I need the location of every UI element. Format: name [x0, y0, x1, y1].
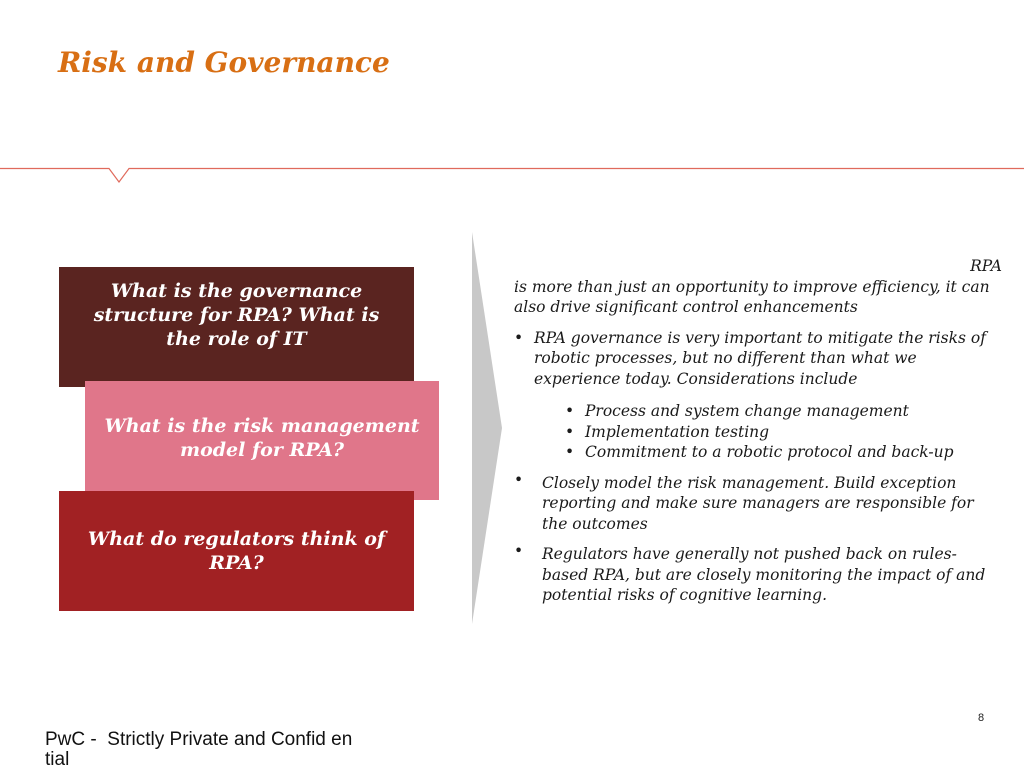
content-panel	[514, 256, 1002, 616]
risk-model-question-box	[85, 381, 439, 500]
bullet-text: Closely model the risk management. Build exception reporting and make sure managers are responsible for the outcomes	[542, 473, 974, 533]
intro-heading: RPA	[970, 257, 1002, 275]
chevron-arrow	[470, 232, 504, 624]
slide-title: Risk and Governance	[58, 46, 390, 79]
bullet-icon: •	[565, 422, 575, 441]
sub-bullet-item	[565, 401, 1002, 422]
bullet-text: Regulators have generally not pushed back on rules-based RPA, but are closely monitoring the impact of and potential risks of cognitive learning.	[542, 545, 986, 604]
bullet-icon: •	[514, 542, 524, 560]
sub-bullet-item	[565, 422, 1002, 443]
governance-question-box	[59, 267, 414, 387]
risk-model-question-text: What is the risk management model for RPA?	[104, 414, 420, 461]
bullet-item-regulators	[514, 544, 1002, 606]
bullet-item-governance	[514, 328, 1002, 390]
bullet-text: RPA governance is very important to mitigate the risks of robotic processes, but no different than what we experience today. Considerations include	[534, 328, 986, 388]
sub-bullet-text: Process and system change management	[585, 402, 909, 420]
regulators-question-box	[59, 491, 414, 611]
bullet-item-risk-model	[514, 470, 1002, 535]
header-divider	[0, 160, 1024, 190]
sub-bullet-text: Implementation testing	[585, 422, 770, 441]
bullet-icon: •	[514, 470, 524, 489]
regulators-question-text: What do regulators think of RPA?	[87, 528, 386, 574]
page-number: 8	[978, 712, 985, 724]
bullet-icon: •	[514, 328, 524, 347]
bullet-icon: •	[565, 443, 575, 461]
sub-bullet-item	[565, 442, 1002, 463]
footer-confidentiality: PwC - Strictly Private and Confid ential	[45, 729, 353, 770]
sub-bullet-text: Commitment to a robotic protocol and back-up	[585, 443, 954, 461]
considerations-list	[514, 401, 1002, 463]
bullet-icon: •	[565, 402, 575, 420]
intro-text: is more than just an opportunity to improve efficiency, it can also drive significant control enhancements	[514, 277, 990, 316]
governance-question-text: What is the governance structure for RPA? What is the role of IT	[93, 280, 380, 350]
